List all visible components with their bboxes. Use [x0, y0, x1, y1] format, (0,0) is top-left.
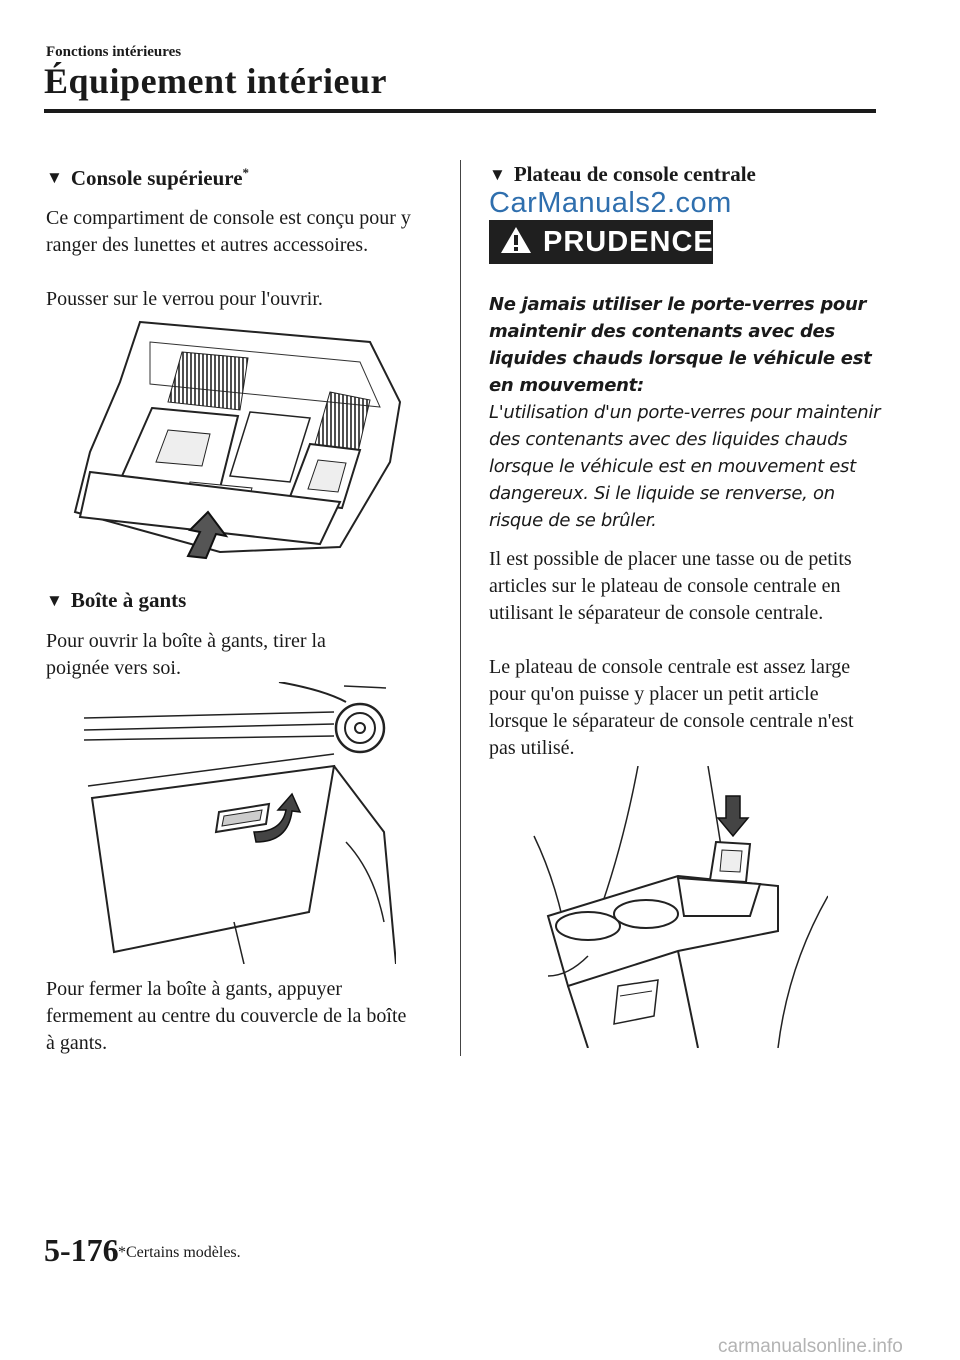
title-rule — [44, 109, 876, 113]
site-watermark: carmanualsonline.info — [718, 1336, 903, 1357]
glovebox-open-paragraph: Pour ouvrir la boîte à gants, tirer la poignée vers soi. — [46, 630, 326, 679]
prudence-banner — [489, 220, 713, 264]
glovebox-illustration — [84, 682, 396, 964]
caution-text — [489, 291, 881, 534]
caution-bold: Ne jamais utiliser le porte-verres pour maintenir des contenants avec des liquides chauds lorsque le véhicule est en mouvement: — [489, 294, 872, 396]
heading-text: Plateau de console centrale — [513, 162, 756, 186]
heading-boite-a-gants — [46, 588, 186, 614]
asterisk-marker: * — [242, 165, 250, 180]
glovebox-close-paragraph: Pour fermer la boîte à gants, appuyer fermement au centre du couvercle de la boîte à gants. — [46, 978, 407, 1054]
center-console-illustration — [528, 766, 828, 1048]
prudence-label: PRUDENCE — [543, 225, 714, 258]
tray-paragraph-2: Le plateau de console centrale est assez large pour qu'on puisse y placer un petit article lorsque le séparateur de console centrale n'est pas utilisé. — [489, 656, 854, 759]
watermark-logo: CarManuals2.com — [489, 187, 732, 219]
heading-text: Console supérieure — [70, 166, 243, 190]
warning-triangle-icon — [499, 225, 533, 260]
overhead-console-illustration — [70, 312, 410, 562]
triangle-down-icon: ▼ — [46, 591, 63, 610]
page-number: 5-176 — [44, 1232, 119, 1268]
caution-body: L'utilisation d'un porte-verres pour maintenir des contenants avec des liquides chauds lorsque le véhicule est en mouvement est dangereux. Si le liquide se renverse, on risque de se brûler. — [489, 402, 881, 531]
page-title: Équipement intérieur — [44, 61, 387, 101]
console-sup-instruction: Pousser sur le verrou pour l'ouvrir. — [46, 288, 323, 310]
console-sup-paragraph: Ce compartiment de console est conçu pour y ranger des lunettes et autres accessoires. — [46, 207, 411, 256]
tray-paragraph-1: Il est possible de placer une tasse ou de petits articles sur le plateau de console centrale en utilisant le séparateur de console centrale. — [489, 548, 852, 624]
triangle-down-icon: ▼ — [489, 165, 506, 184]
heading-plateau-console — [489, 162, 756, 188]
column-divider — [460, 160, 461, 1056]
footnote: *Certains modèles. — [118, 1244, 241, 1261]
section-label: Fonctions intérieures — [46, 44, 182, 60]
triangle-down-icon: ▼ — [46, 168, 63, 187]
heading-text: Boîte à gants — [70, 588, 187, 612]
heading-console-superieure — [46, 165, 249, 191]
insert-arrow-icon — [718, 796, 748, 836]
